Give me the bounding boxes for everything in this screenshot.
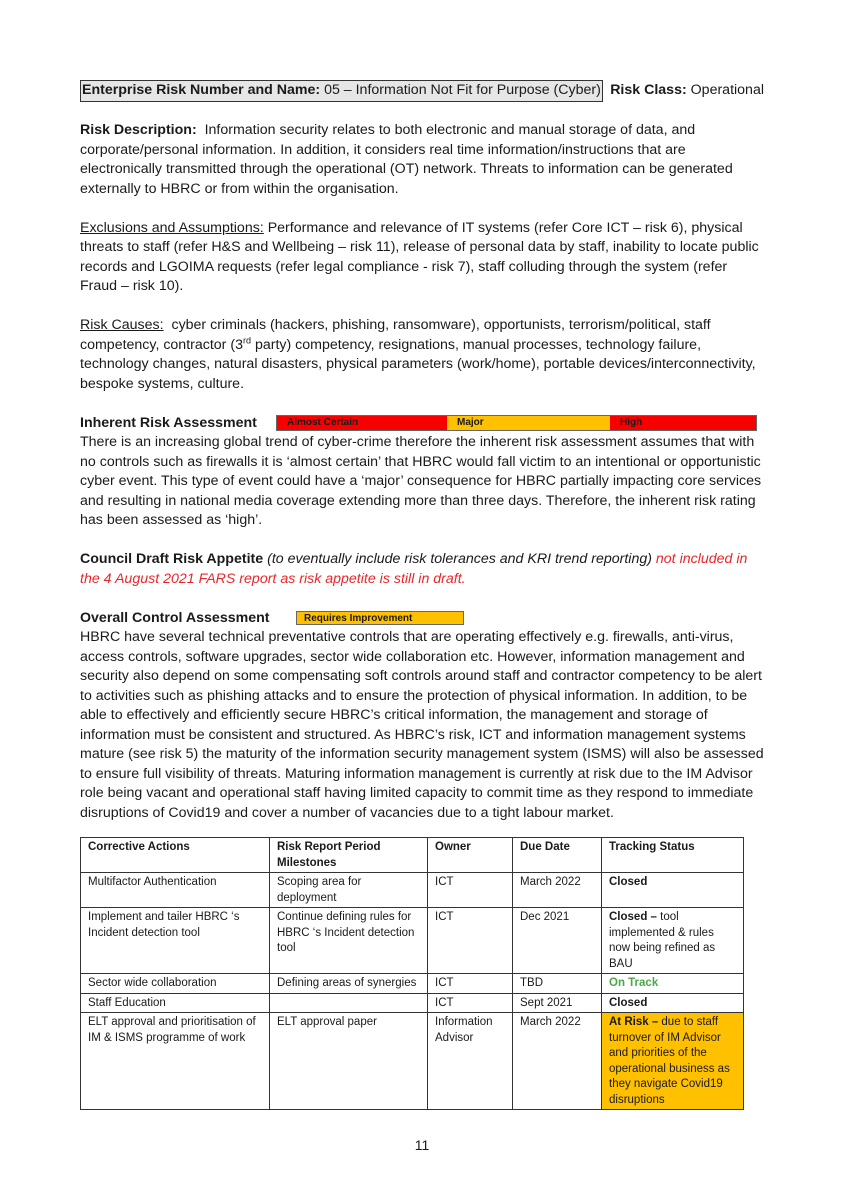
risk-causes-text-a: cyber criminals (hackers, phishing, ransomware), opportunists, terrorism/political, staff competency, contractor (3 bbox=[80, 317, 711, 353]
milestone-cell: ELT approval paper bbox=[270, 1013, 428, 1110]
risk-causes bbox=[80, 316, 764, 394]
status-cell bbox=[602, 1013, 744, 1110]
action-cell: Multifactor Authentication bbox=[81, 873, 270, 908]
risk-causes-text-b: party) competency, resignations, manual processes, technology failure, technology changes, natural disasters, physical parameters (work/home), portable devices/interconnectivity, bespoke systems, culture. bbox=[80, 336, 756, 392]
due-cell: Sept 2021 bbox=[513, 993, 602, 1013]
due-cell: TBD bbox=[513, 974, 602, 994]
status-cell bbox=[602, 873, 744, 908]
status-bold: Closed – bbox=[609, 911, 657, 923]
inherent-risk-row bbox=[80, 414, 764, 434]
status-cell bbox=[602, 974, 744, 994]
col-header-actions: Corrective Actions bbox=[81, 838, 270, 873]
inherent-risk-text: There is an increasing global trend of cyber-crime therefore the inherent risk assessment assumes that with no controls such as firewalls it is ‘almost certain’ that HBRC would fall victim to an intentional or opportunistic cyber event. This type of event could have a ‘major’ consequence for HBRC partially impacting core services and resulting in national media coverage extending more than three days. Therefore, the inherent risk rating has been assessed as ‘high’. bbox=[80, 434, 762, 528]
risk-appetite-italic: (to eventually include risk tolerances and KRI trend reporting) bbox=[267, 551, 652, 567]
owner-cell: ICT bbox=[428, 974, 513, 994]
col-header-due: Due Date bbox=[513, 838, 602, 873]
control-assessment-row bbox=[80, 609, 764, 629]
risk-description bbox=[80, 121, 764, 199]
action-cell: Implement and tailer HBRC ‘s Incident detection tool bbox=[81, 908, 270, 974]
risk-class-label: Risk Class: bbox=[610, 82, 687, 98]
milestone-cell: Continue defining rules for HBRC ‘s Incident detection tool bbox=[270, 908, 428, 974]
status-cell bbox=[602, 993, 744, 1013]
erm-label: Enterprise Risk Number and Name: bbox=[82, 82, 321, 98]
consequence-cell: Major bbox=[447, 416, 610, 430]
control-assessment-title: Overall Control Assessment bbox=[80, 609, 270, 626]
exclusions-text: Performance and relevance of IT systems (refer Core ICT – risk 6), physical threats to staff (refer H&S and Wellbeing – risk 11), release of personal data by staff, inability to locate public records and LGOIMA requests (refer legal compliance - risk 7), staff colluding through the system (refer Fraud – risk 10). bbox=[80, 219, 759, 294]
risk-causes-sup: rd bbox=[242, 334, 251, 345]
table-header-row bbox=[81, 838, 744, 873]
status-bold: On Track bbox=[609, 977, 659, 989]
risk-causes-label: Risk Causes: bbox=[80, 317, 164, 333]
erm-value: 05 – Information Not Fit for Purpose (Cyber) bbox=[324, 82, 601, 98]
likelihood-cell: Almost Certain bbox=[277, 416, 447, 430]
rating-cell: High bbox=[610, 416, 756, 430]
owner-cell: Information Advisor bbox=[428, 1013, 513, 1110]
exclusions-label: Exclusions and Assumptions: bbox=[80, 219, 264, 236]
table-row bbox=[81, 993, 744, 1013]
table-row bbox=[81, 908, 744, 974]
risk-description-text: Information security relates to both electronic and manual storage of data, and corporate/personal information. In addition, it considers real time information/instructions that are electronically transmitted through the operational (OT) network. Threats to information can be generated externally to HBRC or from within the organisation. bbox=[80, 122, 733, 197]
status-bold: Closed bbox=[609, 996, 648, 1009]
action-cell: Sector wide collaboration bbox=[81, 974, 270, 994]
document-page bbox=[80, 80, 764, 1110]
due-cell: Dec 2021 bbox=[513, 908, 602, 974]
risk-appetite-title: Council Draft Risk Appetite bbox=[80, 551, 264, 567]
status-rest: due to staff turnover of IM Advisor and priorities of the operational business as they navigate Covid19 disruptions bbox=[609, 1016, 730, 1106]
risk-appetite-note: not included in the 4 August 2021 FARS report as risk appetite is still in draft. bbox=[80, 551, 748, 587]
risk-description-label: Risk Description: bbox=[80, 122, 197, 138]
status-bold: Closed bbox=[609, 876, 648, 888]
risk-appetite bbox=[80, 550, 764, 589]
control-status-bar: Requires Improvement bbox=[296, 611, 464, 625]
action-cell: ELT approval and prioritisation of IM & ISMS programme of work bbox=[81, 1013, 270, 1110]
page-number: 11 bbox=[414, 1137, 430, 1153]
owner-cell: ICT bbox=[428, 993, 513, 1013]
status-bold: At Risk – bbox=[609, 1016, 659, 1028]
due-cell: March 2022 bbox=[513, 873, 602, 908]
col-header-status: Tracking Status bbox=[602, 838, 744, 873]
inherent-risk-bar bbox=[276, 415, 757, 431]
corrective-actions-table bbox=[80, 837, 744, 1110]
table-row bbox=[81, 873, 744, 908]
risk-class bbox=[610, 81, 764, 101]
control-assessment-text: HBRC have several technical preventative controls that are operating effectively e.g. firewalls, anti-virus, access controls, software upgrades, sector wide collaboration etc. However, information management and security also depend on some compensating soft controls around staff and contractor competency to be alert to activities such as phishing attacks and to ensure the protection of physical information. In addition, to be able to effectively and efficiently secure HBRC’s critical information, the management and storage of information must be consistent and structured. As HBRC’s risk, ICT and information management systems mature (see risk 5) the maturity of the information security management system (ISMS) will also be assessed to ensure full visibility of threats. Maturing information management is currently at risk due to the IM Advisor role being vacant and operational staff having limited capacity to commit time as they respond to immediate disruptions of Covid19 and cover a number of vacancies due to a tight labour market. bbox=[80, 629, 764, 821]
owner-cell: ICT bbox=[428, 908, 513, 974]
col-header-owner: Owner bbox=[428, 838, 513, 873]
risk-header bbox=[80, 80, 764, 102]
status-rest: tool implemented & rules now being refined as BAU bbox=[609, 911, 716, 970]
enterprise-risk-box bbox=[80, 80, 603, 102]
milestone-cell: Scoping area for deployment bbox=[270, 873, 428, 908]
risk-class-value: Operational bbox=[690, 82, 764, 98]
col-header-milestones: Risk Report Period Milestones bbox=[270, 838, 428, 873]
action-cell: Staff Education bbox=[81, 993, 270, 1013]
inherent-risk-title: Inherent Risk Assessment bbox=[80, 414, 257, 431]
table-row bbox=[81, 1013, 744, 1110]
table-row bbox=[81, 974, 744, 994]
exclusions bbox=[80, 219, 764, 297]
owner-cell: ICT bbox=[428, 873, 513, 908]
due-cell: March 2022 bbox=[513, 1013, 602, 1110]
milestone-cell: Defining areas of synergies bbox=[270, 974, 428, 994]
milestone-cell bbox=[270, 993, 428, 1013]
status-cell bbox=[602, 908, 744, 974]
